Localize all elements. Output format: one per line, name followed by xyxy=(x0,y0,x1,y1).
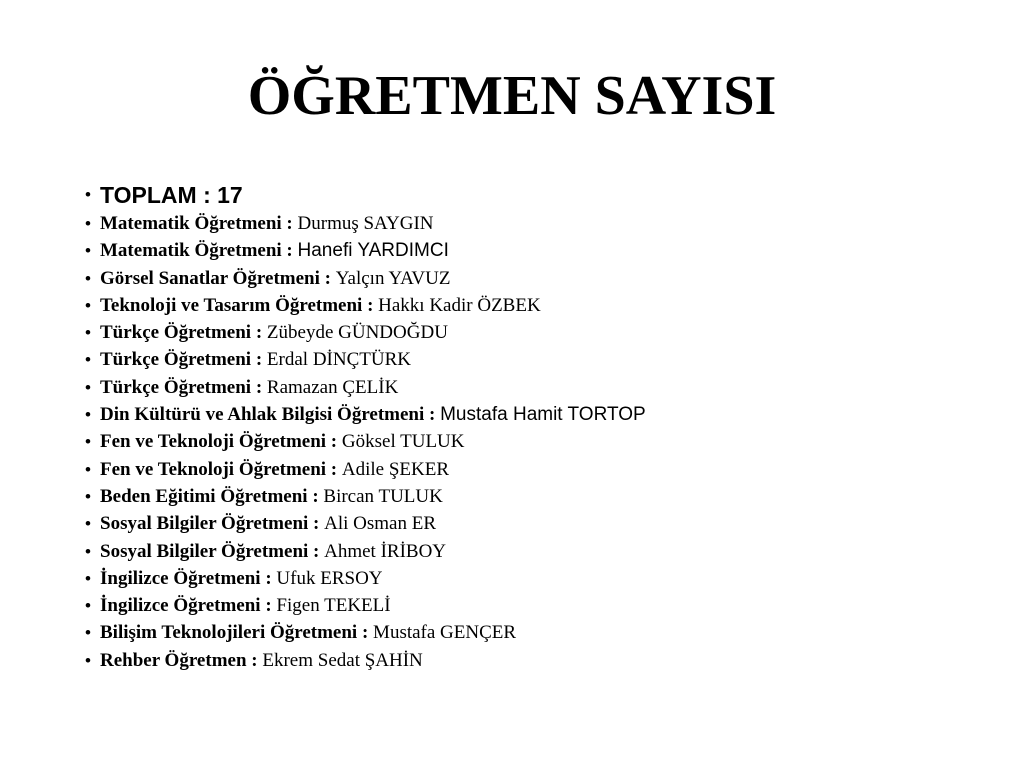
list-item xyxy=(0,346,1024,373)
teacher-name: Yalçın YAVUZ xyxy=(335,267,451,289)
bullet-icon: • xyxy=(85,459,91,479)
teacher-line xyxy=(100,428,465,455)
list-item xyxy=(0,374,1024,401)
list-item xyxy=(0,538,1024,565)
list-item xyxy=(0,401,1024,428)
teacher-role: Beden Eğitimi Öğretmeni : xyxy=(100,485,324,507)
list-item xyxy=(0,565,1024,592)
teacher-line xyxy=(100,292,541,319)
teacher-line xyxy=(100,619,516,646)
bullet-icon: • xyxy=(85,623,91,643)
teacher-role: Bilişim Teknolojileri Öğretmeni : xyxy=(100,622,374,644)
bullet-icon: • xyxy=(85,241,91,261)
teacher-line xyxy=(100,374,398,401)
bullet-icon: • xyxy=(85,486,91,506)
list-item xyxy=(0,237,1024,264)
teacher-name: Ahmet İRİBOY xyxy=(324,540,447,562)
teacher-line xyxy=(100,401,646,428)
teacher-name: Bircan TULUK xyxy=(323,485,443,507)
list-item xyxy=(0,319,1024,346)
teacher-name: Ufuk ERSOY xyxy=(276,567,383,589)
bullet-icon: • xyxy=(85,323,91,343)
list-item xyxy=(0,456,1024,483)
teacher-line xyxy=(100,538,446,565)
teacher-line xyxy=(100,237,449,264)
teacher-line xyxy=(100,483,443,510)
bullet-icon: • xyxy=(85,596,91,616)
teacher-name: Göksel TULUK xyxy=(341,431,465,453)
teacher-role: İngilizce Öğretmeni : xyxy=(100,567,277,589)
teacher-name: Hakkı Kadir ÖZBEK xyxy=(378,294,541,316)
teacher-role: Teknoloji ve Tasarım Öğretmeni : xyxy=(100,294,379,316)
list-item xyxy=(0,510,1024,537)
bullet-icon: • xyxy=(85,268,91,288)
slide-title: ÖĞRETMEN SAYISI xyxy=(247,65,777,127)
list-item xyxy=(0,210,1024,237)
teacher-name: Figen TEKELİ xyxy=(276,595,391,617)
teacher-name: Ramazan ÇELİK xyxy=(266,376,399,398)
teacher-line xyxy=(100,456,449,483)
teacher-name: Durmuş SAYGIN xyxy=(297,213,434,234)
teacher-name: Mustafa Hamit TORTOP xyxy=(440,404,646,426)
teacher-list xyxy=(0,180,1024,674)
teacher-role: Matematik Öğretmeni : xyxy=(100,213,298,234)
teacher-role: Türkçe Öğretmeni : xyxy=(100,322,267,344)
teacher-line xyxy=(100,319,448,346)
list-item xyxy=(0,428,1024,455)
teacher-role: Türkçe Öğretmeni : xyxy=(100,376,267,398)
teacher-line xyxy=(100,510,436,537)
list-item-total xyxy=(0,180,1024,210)
teacher-role: İngilizce Öğretmeni : xyxy=(100,595,277,617)
teacher-role: Türkçe Öğretmeni : xyxy=(100,349,267,371)
teacher-role: Sosyal Bilgiler Öğretmeni : xyxy=(100,540,325,562)
bullet-icon: • xyxy=(85,541,91,561)
bullet-icon: • xyxy=(85,350,91,370)
list-item xyxy=(0,592,1024,619)
teacher-name: Ekrem Sedat ŞAHİN xyxy=(262,649,423,671)
teacher-name: Mustafa GENÇER xyxy=(373,622,517,644)
bullet-icon: • xyxy=(85,650,91,670)
total-line xyxy=(100,180,243,210)
teacher-name: Ali Osman ER xyxy=(324,513,437,535)
teacher-role: Görsel Sanatlar Öğretmeni : xyxy=(100,267,336,289)
bullet-icon: • xyxy=(85,185,91,204)
teacher-name: Zübeyde GÜNDOĞDU xyxy=(266,322,448,344)
teacher-line xyxy=(100,565,383,592)
bullet-icon: • xyxy=(85,377,91,397)
teacher-role: Din Kültürü ve Ahlak Bilgisi Öğretmeni : xyxy=(100,404,441,426)
teacher-line xyxy=(100,265,450,292)
teacher-name: Erdal DİNÇTÜRK xyxy=(266,349,411,371)
teacher-role: Matematik Öğretmeni : xyxy=(100,240,298,262)
teacher-line xyxy=(100,647,423,674)
teacher-role: Sosyal Bilgiler Öğretmeni : xyxy=(100,513,325,535)
bullet-icon: • xyxy=(85,214,91,233)
bullet-icon: • xyxy=(85,568,91,588)
teacher-line xyxy=(100,210,434,237)
bullet-icon: • xyxy=(85,432,91,452)
teacher-role: Fen ve Teknoloji Öğretmeni : xyxy=(100,458,342,480)
teacher-name: Adile ŞEKER xyxy=(341,458,450,480)
list-item xyxy=(0,265,1024,292)
total-label: TOPLAM : xyxy=(100,182,218,208)
list-item xyxy=(0,483,1024,510)
list-item xyxy=(0,647,1024,674)
bullet-icon: • xyxy=(85,514,91,534)
total-value: 17 xyxy=(217,182,243,208)
teacher-role: Rehber Öğretmen : xyxy=(100,649,263,671)
list-item xyxy=(0,619,1024,646)
list-item xyxy=(0,292,1024,319)
bullet-icon: • xyxy=(85,295,91,315)
teacher-line xyxy=(100,592,391,619)
teacher-role: Fen ve Teknoloji Öğretmeni : xyxy=(100,431,342,453)
teacher-name: Hanefi YARDIMCI xyxy=(297,240,449,262)
bullet-icon: • xyxy=(85,405,91,425)
teacher-line xyxy=(100,346,411,373)
